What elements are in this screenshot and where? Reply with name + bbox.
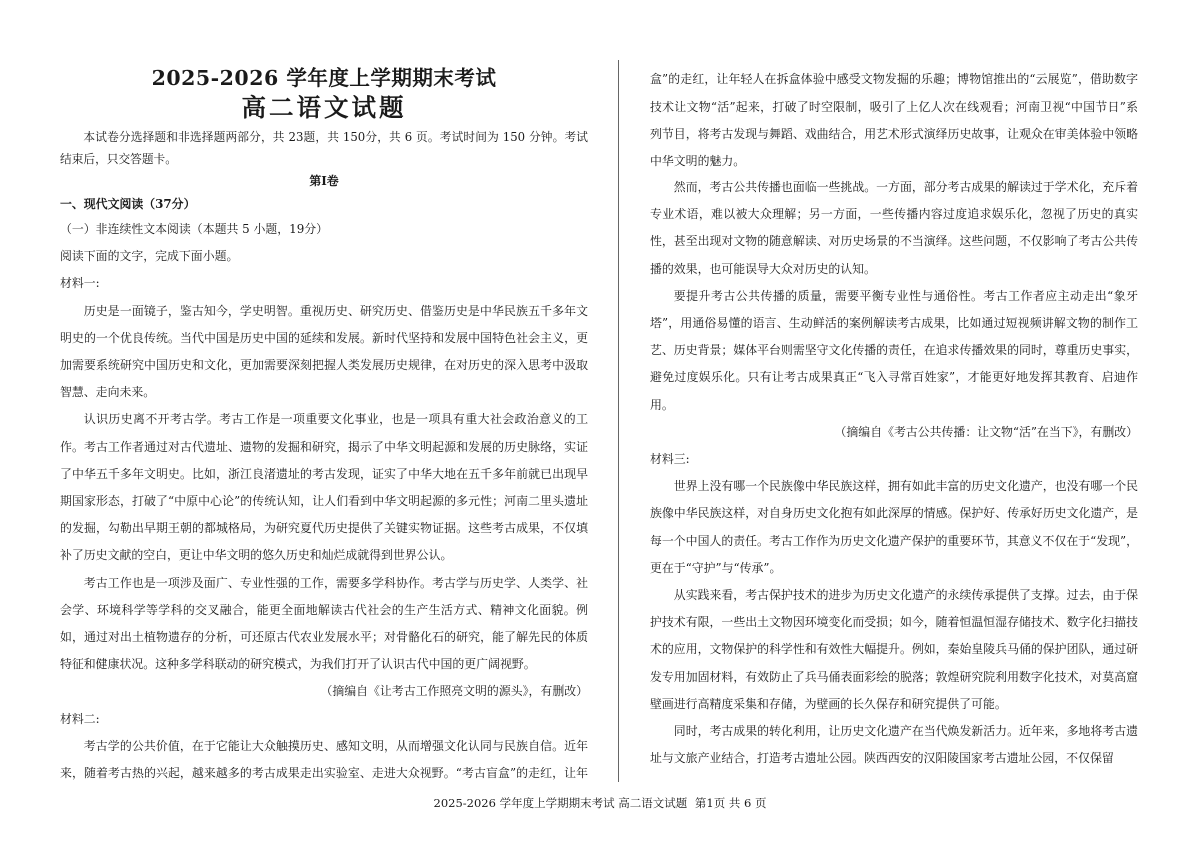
material-label: 材料三: bbox=[650, 452, 690, 467]
exam-instructions: 本试卷分选择题和非选择题两部分，共 23题，共 150分，共 6 页。考试时间为 150 分钟。考试结束后，只交答题卡。 bbox=[60, 130, 588, 166]
material2-paragraph: 盒”的走红，让年轻人在拆盒体验中感受文物发掘的乐趣；博物馆推出的“云展览”，借助数字技术让文物“活”起来，打破了时空限制，吸引了上亿人次在线观看；河南卫视“中国节日”系列节目，将考古发现与舞蹈、戏曲结合，用艺术形式演绎历史故事，让观众在审美体验中领略中华文明的魅力。 bbox=[650, 72, 1138, 169]
material2-paragraph: 要提升考古公共传播的质量，需要平衡专业性与通俗性。考古工作者应主动走出“象牙塔”，用通俗易懂的语言、生动鲜活的案例解读考古成果，比如通过短视频讲解文物的制作工艺、历史背景；媒体平台则需坚守文化传播的责任，在追求传播效果的同时，尊重历史事实，避免过度娱乐化。只有让考古成果真正“飞入寻常百姓家”，才能更好地发挥其教育、启迪作用。 bbox=[650, 288, 1138, 412]
volume-heading: 第Ⅰ卷 bbox=[309, 174, 339, 188]
subsection-heading: （一）非连续性文本阅读（本题共 5 小题，19分） bbox=[60, 222, 329, 236]
material1-paragraph: 认识历史离不开考古学。考古工作是一项重要文化事业，也是一项具有重大社会政治意义的工作。考古工作者通过对古代遗址、遗物的发掘和研究，揭示了中华文明起源和发展的历史脉络，实证了中华五千多年文明史。比如，浙江良渚遗址的考古发现，证实了中华大地在五千多年前就已出现早期国家形态，打破了“中原中心论”的传统认知，让人们看到中华文明起源的多元性；河南二里头遗址的发掘，勾勒出早期王朝的都城格局，为研究夏代历史提供了关键实物证据。这些考古成果，不仅填补了历史文献的空白，更让中华文明的悠久历史和灿烂成就得到世界公认。 bbox=[60, 412, 588, 563]
material3-paragraph: 世界上没有哪一个民族像中华民族这样，拥有如此丰富的历史文化遗产，也没有哪一个民族像中华民族这样，对自身历史文化抱有如此深厚的情感。保护好、传承好历史文化遗产，是每一个中国人的责任。考古工作作为历史文化遗产保护的重要环节，其意义不仅在于“发现”，更在于“守护”与“传承”。 bbox=[650, 479, 1138, 575]
material3-paragraph: 从实践来看，考古保护技术的进步为历史文化遗产的永续传承提供了支撑。过去，由于保护技术有限，一些出土文物因环境变化而受损；如今，随着恒温恒湿存储技术、数字化扫描技术的应用，文物保护的科学性和有效性大幅提升。例如，秦始皇陵兵马俑的保护团队，通过研发专用加固材料，有效防止了兵马俑表面彩绘的脱落；敦煌研究院利用数字化技术，对莫高窟壁画进行高精度采集和存储，为壁画的长久保存和研究提供了可能。 bbox=[650, 588, 1138, 711]
material3-paragraph: 同时，考古成果的转化利用，让历史文化遗产在当代焕发新活力。近年来，多地将考古遗址与文旅产业结合，打造考古遗址公园。陕西西安的汉阳陵国家考古遗址公园，不仅保留 bbox=[650, 724, 1138, 766]
footer-page-number: 第1页 共 6 页 bbox=[694, 796, 767, 810]
reading-instruction: 阅读下面的文字，完成下面小题。 bbox=[60, 249, 239, 264]
material1-paragraph: 考古工作也是一项涉及面广、专业性强的工作，需要多学科协作。考古学与历史学、人类学、社会学、环境科学等学科的交叉融合，能更全面地解读古代社会的生产生活方式、精神文化面貌。例如，通过对出土植物遗存的分析，可还原古代农业发展水平；对骨骼化石的研究，能了解先民的体质特征和健康状况。这种多学科联动的研究模式，为我们打开了认识古代中国的更广阔视野。 bbox=[60, 575, 588, 672]
right-column bbox=[650, 66, 1138, 772]
material-label: 材料一: bbox=[60, 276, 100, 291]
exam-subject: 高二语文试题 bbox=[241, 93, 407, 122]
exam-title: 2025-2026 学年度上学期期末考试 bbox=[151, 66, 497, 90]
material2-continuation bbox=[650, 66, 1138, 174]
material-label: 材料二: bbox=[60, 711, 100, 726]
footer-exam-name: 2025-2026 学年度上学期期末考试 高二语文试题 bbox=[433, 796, 688, 810]
material1-paragraph: 历史是一面镜子，鉴古知今，学史明智。重视历史、研究历史、借鉴历史是中华民族五千多年文明史的一个优良传统。当代中国是历史中国的延续和发展。新时代坚持和发展中国特色社会主义，更加需要系统研究中国历史和文化，更加需要深刻把握人类发展历史规律，在对历史的深入思考中汲取智慧、走向未来。 bbox=[60, 303, 588, 400]
left-column bbox=[60, 64, 588, 787]
section-heading: 一、现代文阅读（37分） bbox=[60, 197, 196, 211]
material2-paragraph-continued: 考古学的公共价值，在于它能让大众触摸历史、感知文明，从而增强文化认同与民族自信。近年来，随着考古热的兴起，越来越多的考古成果走出实验室、走进大众视野。“考古盲盒”的走红，让年 bbox=[60, 738, 588, 781]
page-footer bbox=[0, 795, 1200, 811]
material-source: （摘编自《让考古工作照亮文明的源头》，有删改） bbox=[320, 684, 588, 699]
material-source: （摘编自《考古公共传播：让文物“活”在当下》，有删改） bbox=[834, 424, 1138, 439]
material2-paragraph: 然而，考古公共传播也面临一些挑战。一方面，部分考古成果的解读过于学术化，充斥着专业术语，难以被大众理解；另一方面，一些传播内容过度追求娱乐化，忽视了历史的真实性，甚至出现对文物的随意解读、对历史场景的不当演绎。这些问题，不仅影响了考古公共传播的效果，也可能误导大众对历史的认知。 bbox=[650, 180, 1138, 276]
column-divider bbox=[618, 60, 619, 782]
